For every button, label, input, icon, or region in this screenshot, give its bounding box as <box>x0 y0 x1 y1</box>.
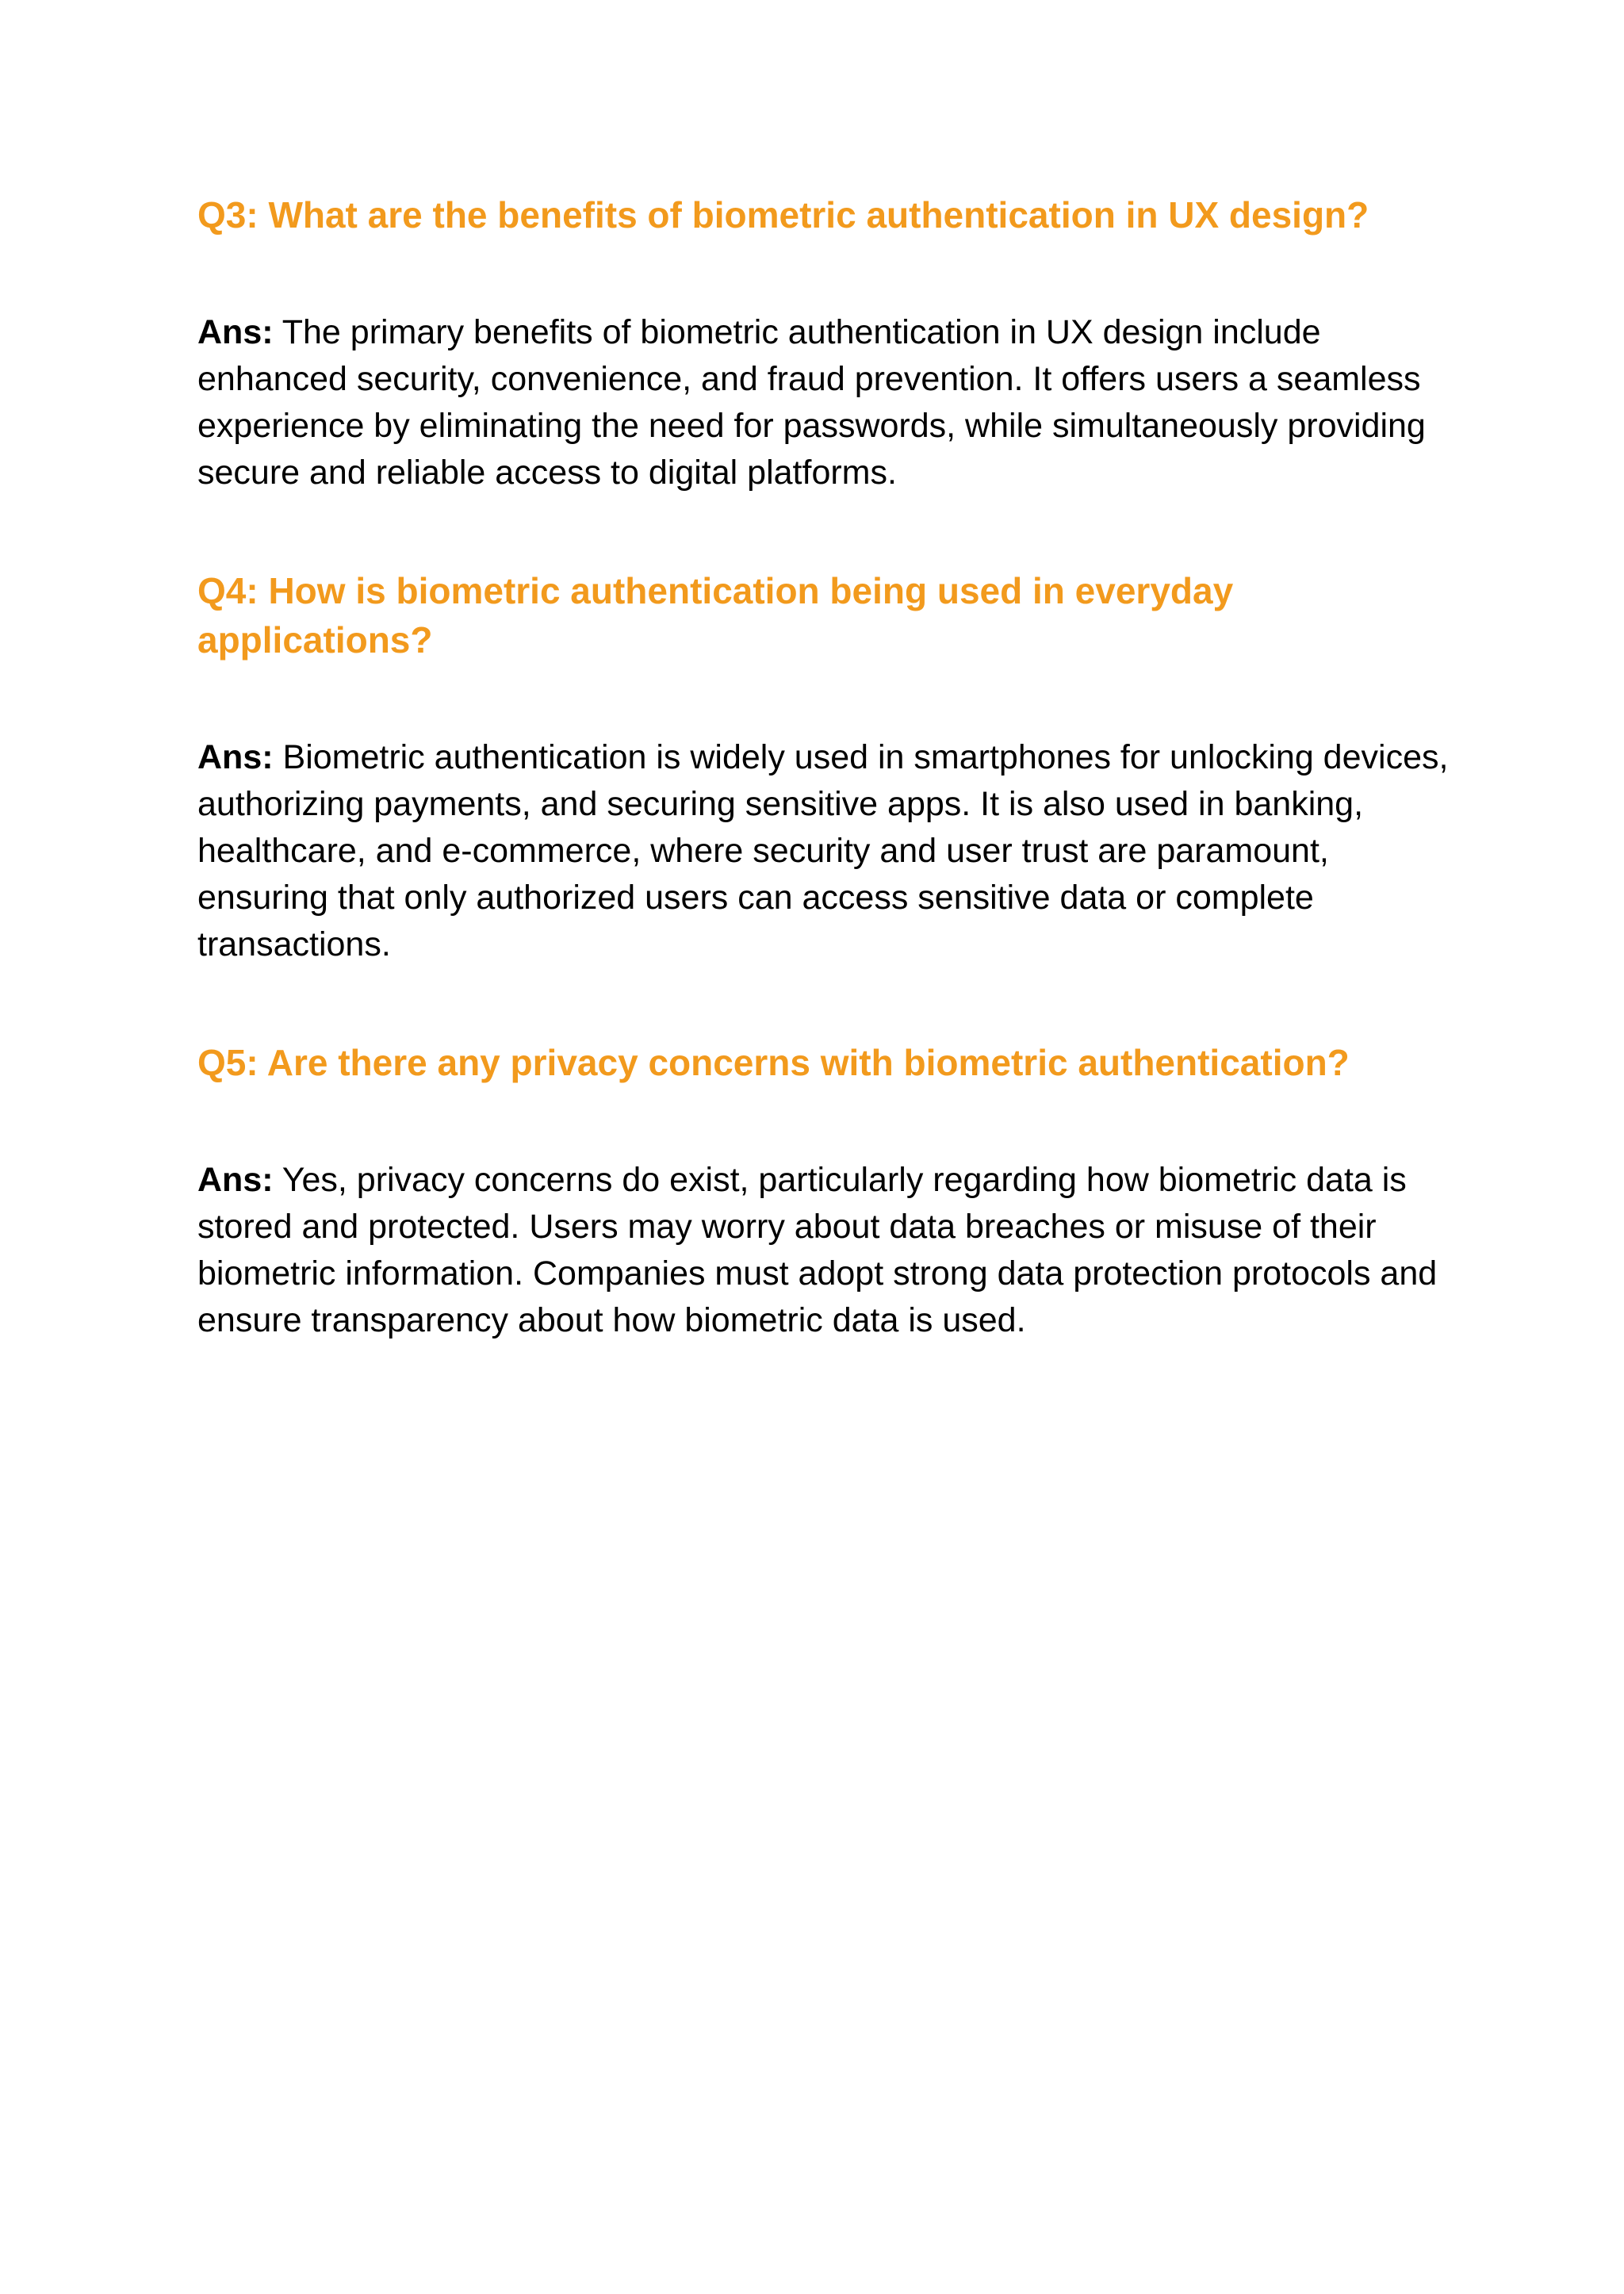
faq-item-q3 <box>197 190 1450 496</box>
faq-section <box>197 190 1450 1344</box>
answer-text: Yes, privacy concerns do exist, particularly regarding how biometric data is stored and protected. Users may worry about data breaches or misuse of their biometric information. Companies must adopt strong data protection protocols and ensure transparency about how biometric data is used. <box>197 1161 1438 1339</box>
answer-text: Biometric authentication is widely used in smartphones for unlocking devices, authorizing payments, and securing sensitive apps. It is also used in banking, healthcare, and e-commerce, where security and user trust are paramount, ensuring that only authorized users can access sensitive data or complete transactions. <box>197 738 1449 963</box>
answer-label: Ans: <box>197 1161 274 1199</box>
question-heading: Q3: What are the benefits of biometric authentication in UX design? <box>197 194 1369 236</box>
faq-item-q4 <box>197 566 1450 968</box>
question-heading: Q5: Are there any privacy concerns with biometric authentication? <box>197 1042 1350 1083</box>
answer-text: The primary benefits of biometric authentication in UX design include enhanced security, convenience, and fraud prevention. It offers users a seamless experience by eliminating the need for passwords, while simultaneously providing secure and reliable access to digital platforms. <box>197 313 1426 492</box>
answer-label: Ans: <box>197 738 274 776</box>
question-heading: Q4: How is biometric authentication being used in everyday applications? <box>197 570 1234 661</box>
answer-paragraph <box>197 309 1450 496</box>
answer-paragraph <box>197 1157 1450 1344</box>
faq-item-q5 <box>197 1038 1450 1344</box>
answer-paragraph <box>197 734 1450 968</box>
answer-label: Ans: <box>197 313 274 351</box>
